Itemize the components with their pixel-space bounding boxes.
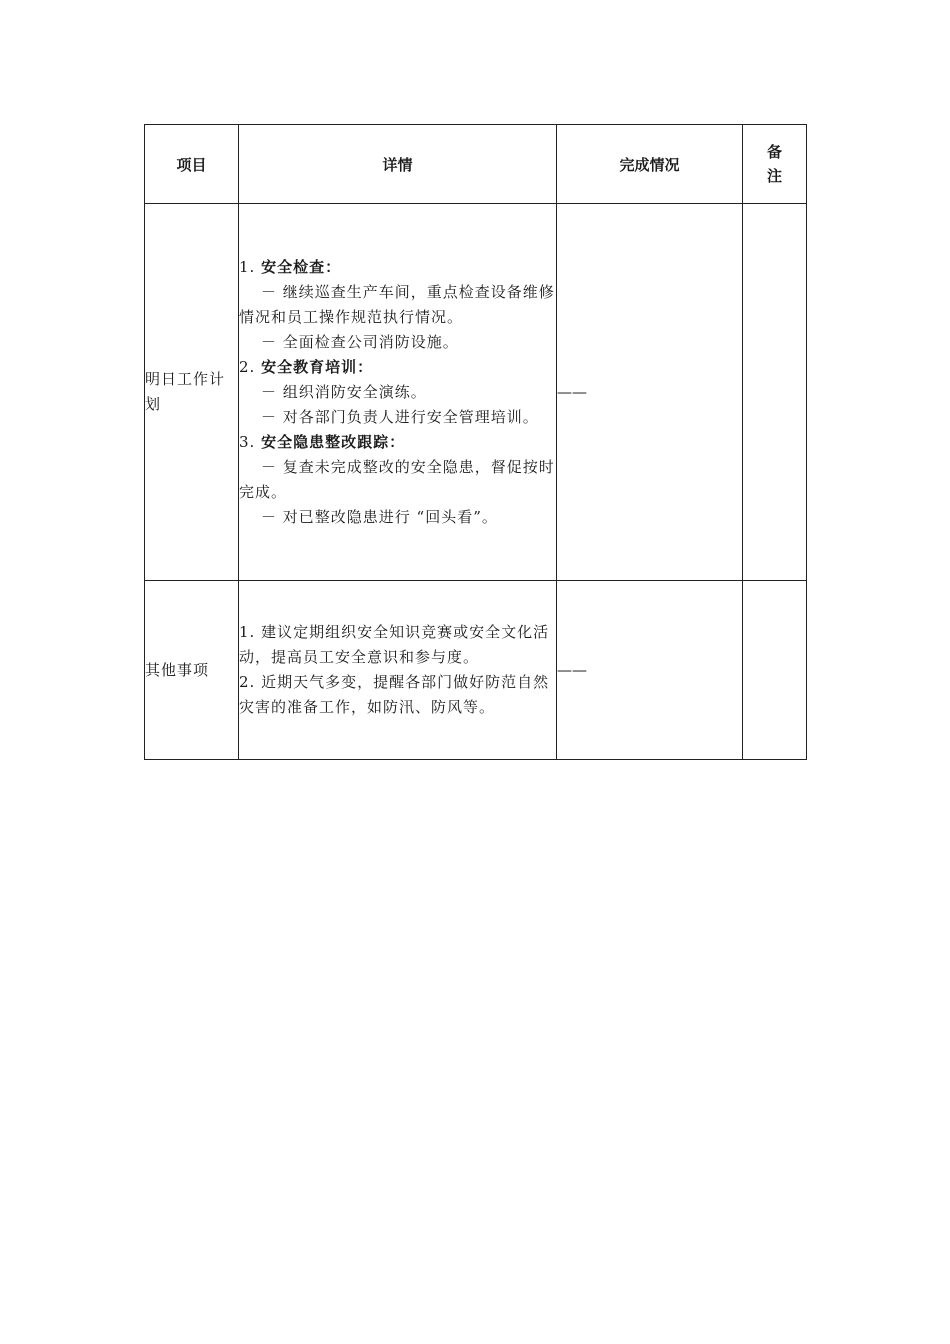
section-item: － 对已整改隐患进行 “回头看”。: [261, 507, 498, 526]
table-header-row: [145, 125, 807, 204]
section-item: － 对各部门负责人进行安全管理培训。: [261, 407, 539, 426]
row-status: [557, 204, 743, 581]
header-note-text: 备注: [766, 143, 782, 185]
section-item: － 组织消防安全演练。: [261, 382, 427, 401]
section-heading: [239, 430, 556, 455]
section-number: 3.: [239, 432, 262, 451]
row-detail: [239, 581, 557, 760]
work-plan-table: [144, 124, 807, 760]
section-item: － 复查未完成整改的安全隐患，督促按时完成。: [239, 457, 555, 501]
table-row: [145, 581, 807, 760]
section-title: 安全检查：: [261, 257, 342, 276]
section-heading: [239, 355, 556, 380]
row-detail: [239, 204, 557, 581]
status-value: ——: [557, 661, 587, 679]
header-item: 项目: [145, 125, 239, 204]
table-row: [145, 204, 807, 581]
header-detail: 详情: [239, 125, 557, 204]
header-status: 完成情况: [557, 125, 743, 204]
section-item: － 继续巡查生产车间，重点检查设备维修情况和员工操作规范执行情况。: [239, 282, 555, 326]
row-note: [743, 204, 807, 581]
list-item: 1. 建议定期组织安全知识竞赛或安全文化活动，提高员工安全意识和参与度。: [239, 623, 550, 666]
section-heading: [239, 255, 556, 280]
row-item-label: 明日工作计划: [145, 204, 239, 581]
row-note: [743, 581, 807, 760]
section-number: 2.: [239, 357, 262, 376]
row-status: [557, 581, 743, 760]
status-value: ——: [557, 383, 587, 401]
row-item-label: 其他事项: [145, 581, 239, 760]
section-item: － 全面检查公司消防设施。: [261, 332, 459, 351]
list-item: 2. 近期天气多变，提醒各部门做好防范自然灾害的准备工作，如防汛、防风等。: [239, 673, 550, 716]
header-note: [743, 125, 807, 204]
section-number: 1.: [239, 257, 262, 276]
section-title: 安全隐患整改跟踪：: [261, 432, 406, 451]
section-title: 安全教育培训：: [261, 357, 374, 376]
